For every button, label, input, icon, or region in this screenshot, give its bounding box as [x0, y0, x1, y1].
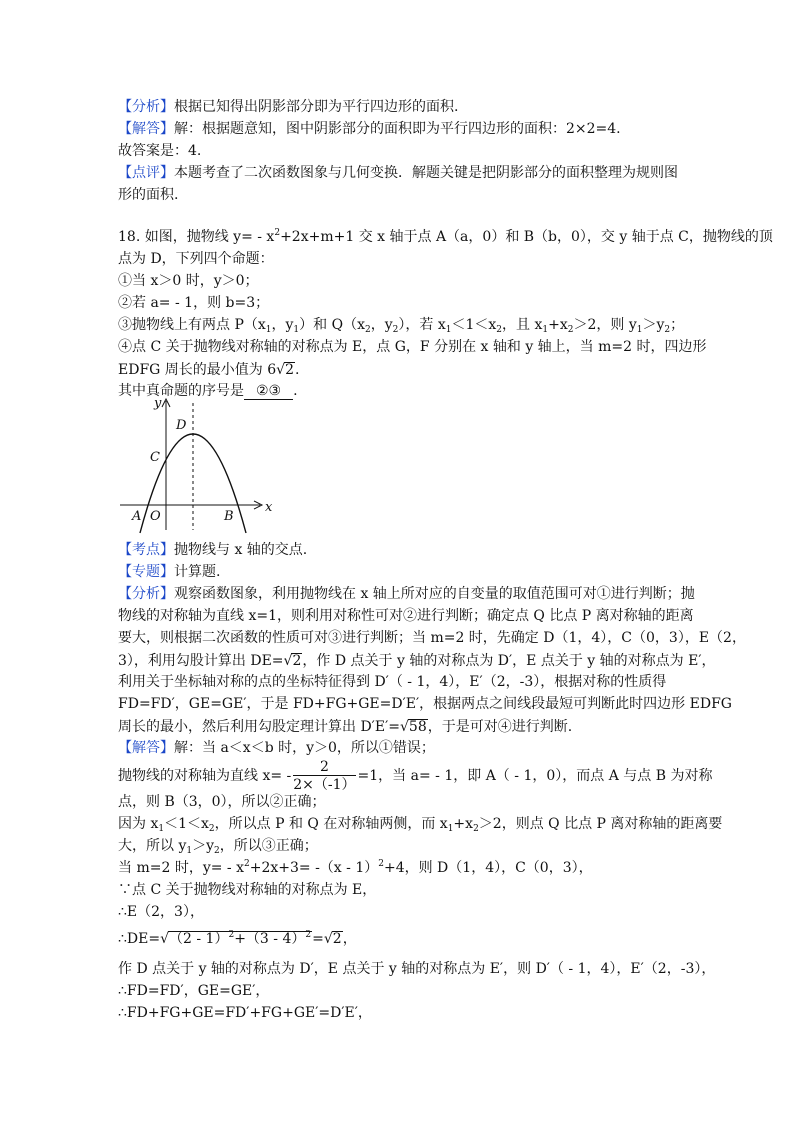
vertex-label-d: D [176, 418, 187, 433]
prev-answer-line: 故答案是：4. [118, 143, 202, 159]
analysis-line-7: 周长的最小，然后利用勾股定理计算出 D′E′=√58，于是可对④进行判断. [118, 719, 573, 735]
analysis-line-4: 3），利用勾股计算出 DE=√2，作 D 点关于 y 轴的对称点为 D′，E 点关于 y 轴的对称点为 E′， [118, 653, 716, 669]
sqrt-sign: √ [323, 931, 333, 947]
proposition-4-line-1: ④点 C 关于抛物线对称轴的对称点为 E，点 G，F 分别在 x 轴和 y 轴上，当 m=2 时，四边形 [118, 339, 707, 355]
q18-stem-line-1: 18. 如图，抛物线 $y= - x^2+2x+m+1$ 交 x 轴于点 A（a，0）和 B（b，0），交 y 轴于点 C，抛物线的顶 [118, 228, 773, 245]
prev-comment-line-2: 形的面积. [118, 187, 179, 203]
y-axis-label: y [154, 396, 162, 411]
solution-line-7: ∵点 C 关于抛物线对称轴的对称点为 E， [118, 882, 377, 898]
prev-solution-line: 【解答】解：根据题意知，图中阴影部分的面积即为平行四边形的面积：2×2=4. [118, 121, 621, 137]
solution-line-5: 大，所以 $y_1>y_2$，所以③正确； [118, 838, 318, 856]
prev-analysis-line: 【分析】根据已知得出阴影部分即为平行四边形的面积. [118, 99, 459, 115]
fraction: $\frac{2}{2\times(-1)}$ [293, 759, 356, 793]
sqrt-sign: √ [399, 719, 409, 735]
point-label-a: A [132, 509, 142, 524]
comment-tag: 【点评】 [118, 165, 174, 181]
proposition-1: ①当 x＞0 时，y＞0； [118, 273, 259, 289]
analysis-line-5: 利用关于坐标轴对称的点的坐标特征得到 D′（ - 1，4），E′（2，-3），根据对称的性质得 [118, 674, 667, 690]
solution-tag: 【解答】 [118, 121, 174, 137]
analysis-line-1: 【分析】观察函数图象，利用抛物线在 x 轴上所对应的自变量的取值范围可对①进行判断；抛 [118, 586, 695, 602]
solution-line-9: ∴DE=√（2 - 1）$^2$+（3 - 4）$^2$=√2， [118, 930, 357, 947]
prev-comment-line: 【点评】本题考查了二次函数图象与几何变换．解题关键是把阴影部分的面积整理为规则图 [118, 165, 678, 181]
question-ask: 其中真命题的序号是 ②③ . [118, 383, 298, 399]
analysis-tag: 【分析】 [118, 586, 174, 602]
analysis-line-2: 物线的对称轴为直线 x=1，则利用对称性可对②进行判断；确定点 Q 比点 P 离对称轴的距离 [118, 608, 694, 624]
point-label-b: B [224, 509, 234, 524]
proposition-3: ③抛物线上有两点 $P(x_1$，$y_1$）和 $Q(x_2$，$y_2$），若 $x_1<1<x_2$，且 $x_1+x_2>2$，则 $y_1>y_2$； [118, 317, 685, 335]
answer-blank: ②③ [244, 384, 293, 400]
solution-line-6: 当 m=2 时，$y= - x^2+2x+3= -(x - 1)^2+4$，则 D（1，4），C（0，3）， [118, 859, 593, 876]
parabola-graph [110, 395, 280, 535]
solution-line-3: 点，则 B（3，0），所以②正确； [118, 794, 326, 810]
solution-tag: 【解答】 [118, 740, 174, 756]
x-axis-label: x [265, 500, 273, 515]
sqrt-sign: √ [160, 931, 170, 947]
analysis-tag: 【分析】 [118, 99, 174, 115]
solution-line-8: ∴E（2，3）， [118, 904, 204, 920]
proposition-2: ②若 a= - 1，则 b=3； [118, 295, 270, 311]
kaodian-tag: 【考点】 [118, 542, 174, 558]
zhuanti-line: 【专题】计算题. [118, 564, 221, 580]
solution-line-2: 抛物线的对称轴为直线 x= - $\frac{2}{2\times(-1)}$ =1，当 a= - 1，即 A（ - 1，0），而点 A 与点 B 为对称 [118, 759, 713, 793]
solution-line-1: 【解答】解：当 a＜x＜b 时，y＞0，所以①错误； [118, 740, 435, 756]
point-label-c: C [150, 450, 160, 465]
q18-stem-line-2: 点为 D，下列四个命题： [118, 251, 274, 267]
analysis-line-6: FD=FD′，GE=GE′，于是 FD+FG+GE=D′E′，根据两点之间线段最短可判断此时四边形 EDFG [118, 696, 732, 712]
solution-line-12: ∴FD+FG+GE=FD′+FG+GE′=D′E′， [118, 1005, 372, 1021]
solution-line-11: ∴FD=FD′，GE=GE′， [118, 983, 270, 999]
proposition-4-line-2: EDFG 周长的最小值为 6√2. [118, 362, 300, 378]
sqrt-sign: √ [283, 653, 293, 669]
sqrt-sign: √ [276, 362, 286, 378]
solution-line-4: 因为 $x_1<1<x_2$，所以点 P 和 Q 在对称轴两侧，而 $x_1+x_2>2$，则点 Q 比点 P 离对称轴的距离要 [118, 816, 723, 834]
solution-line-10: 作 D 点关于 y 轴的对称点为 D′，E 点关于 y 轴的对称点为 E′，则 D′（ - 1，4），E′（2，-3）， [118, 961, 716, 977]
analysis-line-3: 要大，则根据二次函数的性质可对③进行判断；当 m=2 时，先确定 D（1，4），C（0，3），E（2， [118, 630, 746, 646]
kaodian-line: 【考点】抛物线与 x 轴的交点. [118, 542, 308, 558]
origin-label: O [150, 509, 161, 524]
zhuanti-tag: 【专题】 [118, 564, 174, 580]
